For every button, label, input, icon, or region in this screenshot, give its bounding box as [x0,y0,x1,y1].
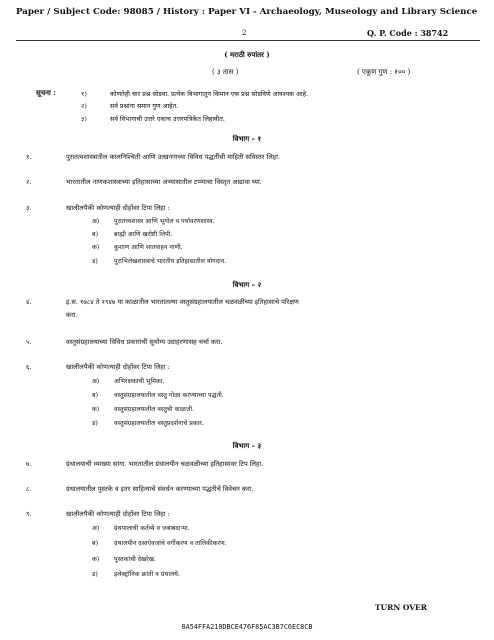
sub-label: क) [92,244,100,251]
question [26,337,223,346]
instruction-text: सर्व प्रश्नांना समान गुण आहेत. [110,102,179,110]
sub-text: ब्राह्मी आणि खरोष्टी लिपी. [114,231,173,238]
sub-label: ड) [92,258,98,265]
instruction-number: ३) [81,115,87,123]
sub-label: ड) [92,571,98,578]
question-text: खालीलपैकी कोणत्याही दोहोंवर टिपा लिहा : [66,363,170,371]
question-text: खालीलपैकी कोणत्याही दोहोंवर टिपा लिहा : [66,510,170,518]
instruction-item [81,114,225,123]
question-number: २. [26,178,32,186]
sub-question [92,390,224,399]
question [26,509,170,518]
question-number: ६. [26,363,32,371]
question-number: ३. [26,204,32,212]
question [26,297,299,306]
sub-label: क) [92,556,100,563]
question-text: खालीलपैकी कोणत्याही दोहोंवर टिपा लिहा : [66,204,170,212]
sub-text: ग्रंथालयीन दस्तऐवजांचे वर्गीकरण व तालिकीकरण. [114,540,227,547]
section-heading: विभाग – २ [232,280,262,289]
sub-text: वस्तुसंग्रहालयातील वस्तुप्रदर्शनाचे प्रकार. [114,420,204,427]
sub-text: वस्तुसंग्रहालयातील वस्तुची काळजी. [114,406,195,413]
sub-text: अभिरक्षकाची भूमिका. [114,378,165,385]
sub-text: कुशाण आणि सातवाहन नाणी. [114,244,183,251]
sub-question [92,569,180,578]
sub-label: ब) [92,392,99,399]
sub-label: क) [92,406,100,413]
duration: ( ३ तास ) [212,68,239,76]
question-text: ग्रंथालयातील पुस्तके व इतर साहित्याचे संवर्धन करण्याच्या पद्धतीचे विवेचन करा. [66,485,254,493]
instruction-text: सर्व विभागाची उत्तरे एकाच उत्तरपत्रिकेत लिहावीत. [110,115,225,123]
question [26,203,170,212]
sub-question [92,554,156,563]
question-number: ८. [26,485,32,493]
header-rule [16,40,480,41]
question [26,459,263,468]
sub-text: पुस्तकांची देखरेख. [114,556,156,563]
sub-label: अ) [92,378,100,385]
sub-label: ब) [92,540,99,547]
total-marks: ( एकूण गुण : १०० ) [357,68,411,76]
sub-label: ब) [92,231,99,238]
paper-header: Paper / Subject Code: 98085 / History : Paper VI - Archaeology, Museology and Library Science [16,7,478,17]
question-text: इ.स. १७८४ ते १९४७ या काळातील भारतातल्या वस्तुसंग्रहालयातील चळवळीच्या इतिहासाचे परिक्षण [66,298,299,306]
sub-question [92,216,214,225]
sub-label: अ) [92,525,100,532]
section-heading: विभाग – १ [232,134,262,143]
question [26,152,280,161]
sub-question [92,376,164,385]
question-text: वस्तुसंग्रहालयाच्या विविध प्रकारांची सुयोग्य उदाहरणासह चर्चा करा. [66,338,223,346]
question-number: ५. [26,338,32,346]
question [26,177,262,186]
sub-label: ड) [92,420,98,427]
qp-code: Q. P. Code : 38742 [367,28,449,38]
instruction-number: २) [81,102,87,110]
sub-label: अ) [92,218,100,225]
question-number: ७. [26,460,32,468]
sub-text: पुराभिलेखशास्त्राचे भारतीय इतिहासातील योगदान. [114,258,227,265]
sub-question [92,538,227,547]
instruction-number: १) [81,90,87,98]
sub-question [92,229,172,238]
sub-text: वस्तुसंग्रहालयातील वस्तु गोळा करण्याच्या पद्धती. [114,392,224,399]
instructions-label: सूचना : [36,88,56,97]
question-text: पुरातत्वशास्त्रातील कालनिश्चिती आणि उत्खननाच्या विविध पद्धतींची माहिती सविस्तर लिहा. [66,153,280,161]
sub-text: इलेक्ट्रॉनिक क्रांती व ग्रंथालये. [114,571,180,578]
sub-question [92,523,190,532]
sub-text: ग्रंथपालाची कर्तव्ये व जबाबदाऱ्या. [114,525,190,532]
question-number: ४. [26,298,32,306]
question [26,484,253,493]
page-number: 2 [242,29,247,37]
instruction-item [81,101,179,110]
question-number: ९. [26,510,32,518]
sub-question [92,242,183,251]
document-hash-code: 0A54FFA210DBCE476F85AC3B7C6EC8CB [181,623,313,631]
section-heading: विभाग – ३ [232,441,262,450]
translation-note: ( मराठी रुपांतर ) [224,50,270,59]
question-text: भारतातील नाणकशास्त्राच्या इतिहासाच्या अभ्यासातील टप्प्याचा विस्तृत आढावा घ्या. [66,178,262,186]
instruction-text: कोणतेही चार प्रश्न सोडवा. प्रत्येक विभागातून किमान एक प्रश्न सोडविणे आवश्यक आहे. [110,90,309,98]
question-continuation: करा. [66,311,78,319]
question-text: ग्रंथालयाची व्याख्या सांगा. भारतातील ग्रंथालयीन चळवळीच्या इतिहासावर टिप लिहा. [66,460,264,468]
turn-over-label: TURN OVER [375,603,427,612]
sub-question [92,404,194,413]
sub-question [92,418,204,427]
question [26,362,170,371]
question-number: १. [26,153,32,161]
instruction-item [81,89,309,98]
sub-question [92,256,226,265]
sub-text: पुरातत्त्वशास्त्र आणि भूगोल व पर्यावरणशास्त्र. [114,218,215,225]
